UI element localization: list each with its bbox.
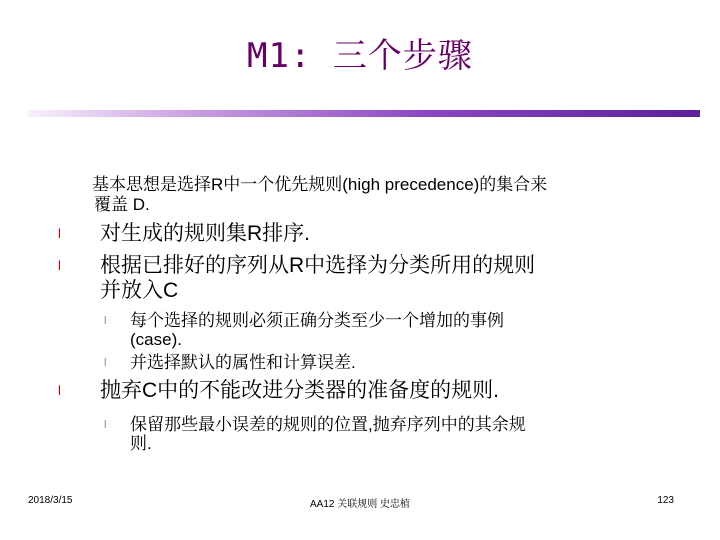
sub-bullet-item: [104, 311, 504, 349]
sub-bullet-item: [104, 415, 526, 453]
bullet-marker: l: [58, 226, 61, 241]
sub-bullet-marker: l: [104, 315, 107, 327]
bullet-marker: l: [58, 258, 61, 273]
intro-line: 基本思想是选择R中一个优先规则(high precedence)的集合来: [92, 175, 548, 194]
footer-center: AA12 关联规则 史忠植: [309, 499, 411, 510]
slide-title: M1: 三个步骤: [247, 36, 473, 76]
sub-bullet-text: 则.: [130, 434, 152, 453]
bullet-text: 抛弃C中的不能改进分类器的准备度的规则.: [100, 379, 499, 402]
sub-bullet-text: 保留那些最小误差的规则的位置,抛弃序列中的其余规: [130, 415, 526, 434]
intro-line: 覆盖 D.: [94, 195, 150, 214]
sub-bullet-text: 每个选择的规则必须正确分类至少一个增加的事例: [130, 311, 504, 330]
bullet-text: 对生成的规则集R排序.: [100, 222, 310, 245]
bullet-item: [58, 378, 499, 404]
intro-paragraph: [92, 175, 662, 215]
footer-date: 2018/3/15: [28, 495, 73, 506]
sub-bullet-marker: l: [104, 419, 107, 431]
bullet-marker: l: [58, 383, 61, 398]
bullet-text: 并放入C: [100, 279, 179, 302]
sub-bullet-text: (case).: [130, 330, 182, 349]
sub-bullet-item: [104, 353, 356, 373]
bullet-item: [58, 221, 310, 247]
sub-bullet-text: 并选择默认的属性和计算误差.: [130, 353, 356, 372]
page-number: 123: [657, 495, 674, 506]
bullet-item: [58, 253, 536, 302]
sub-bullet-marker: l: [104, 357, 107, 369]
bullet-text: 根据已排好的序列从R中选择为分类所用的规则: [100, 254, 536, 277]
title-divider: [28, 110, 700, 117]
